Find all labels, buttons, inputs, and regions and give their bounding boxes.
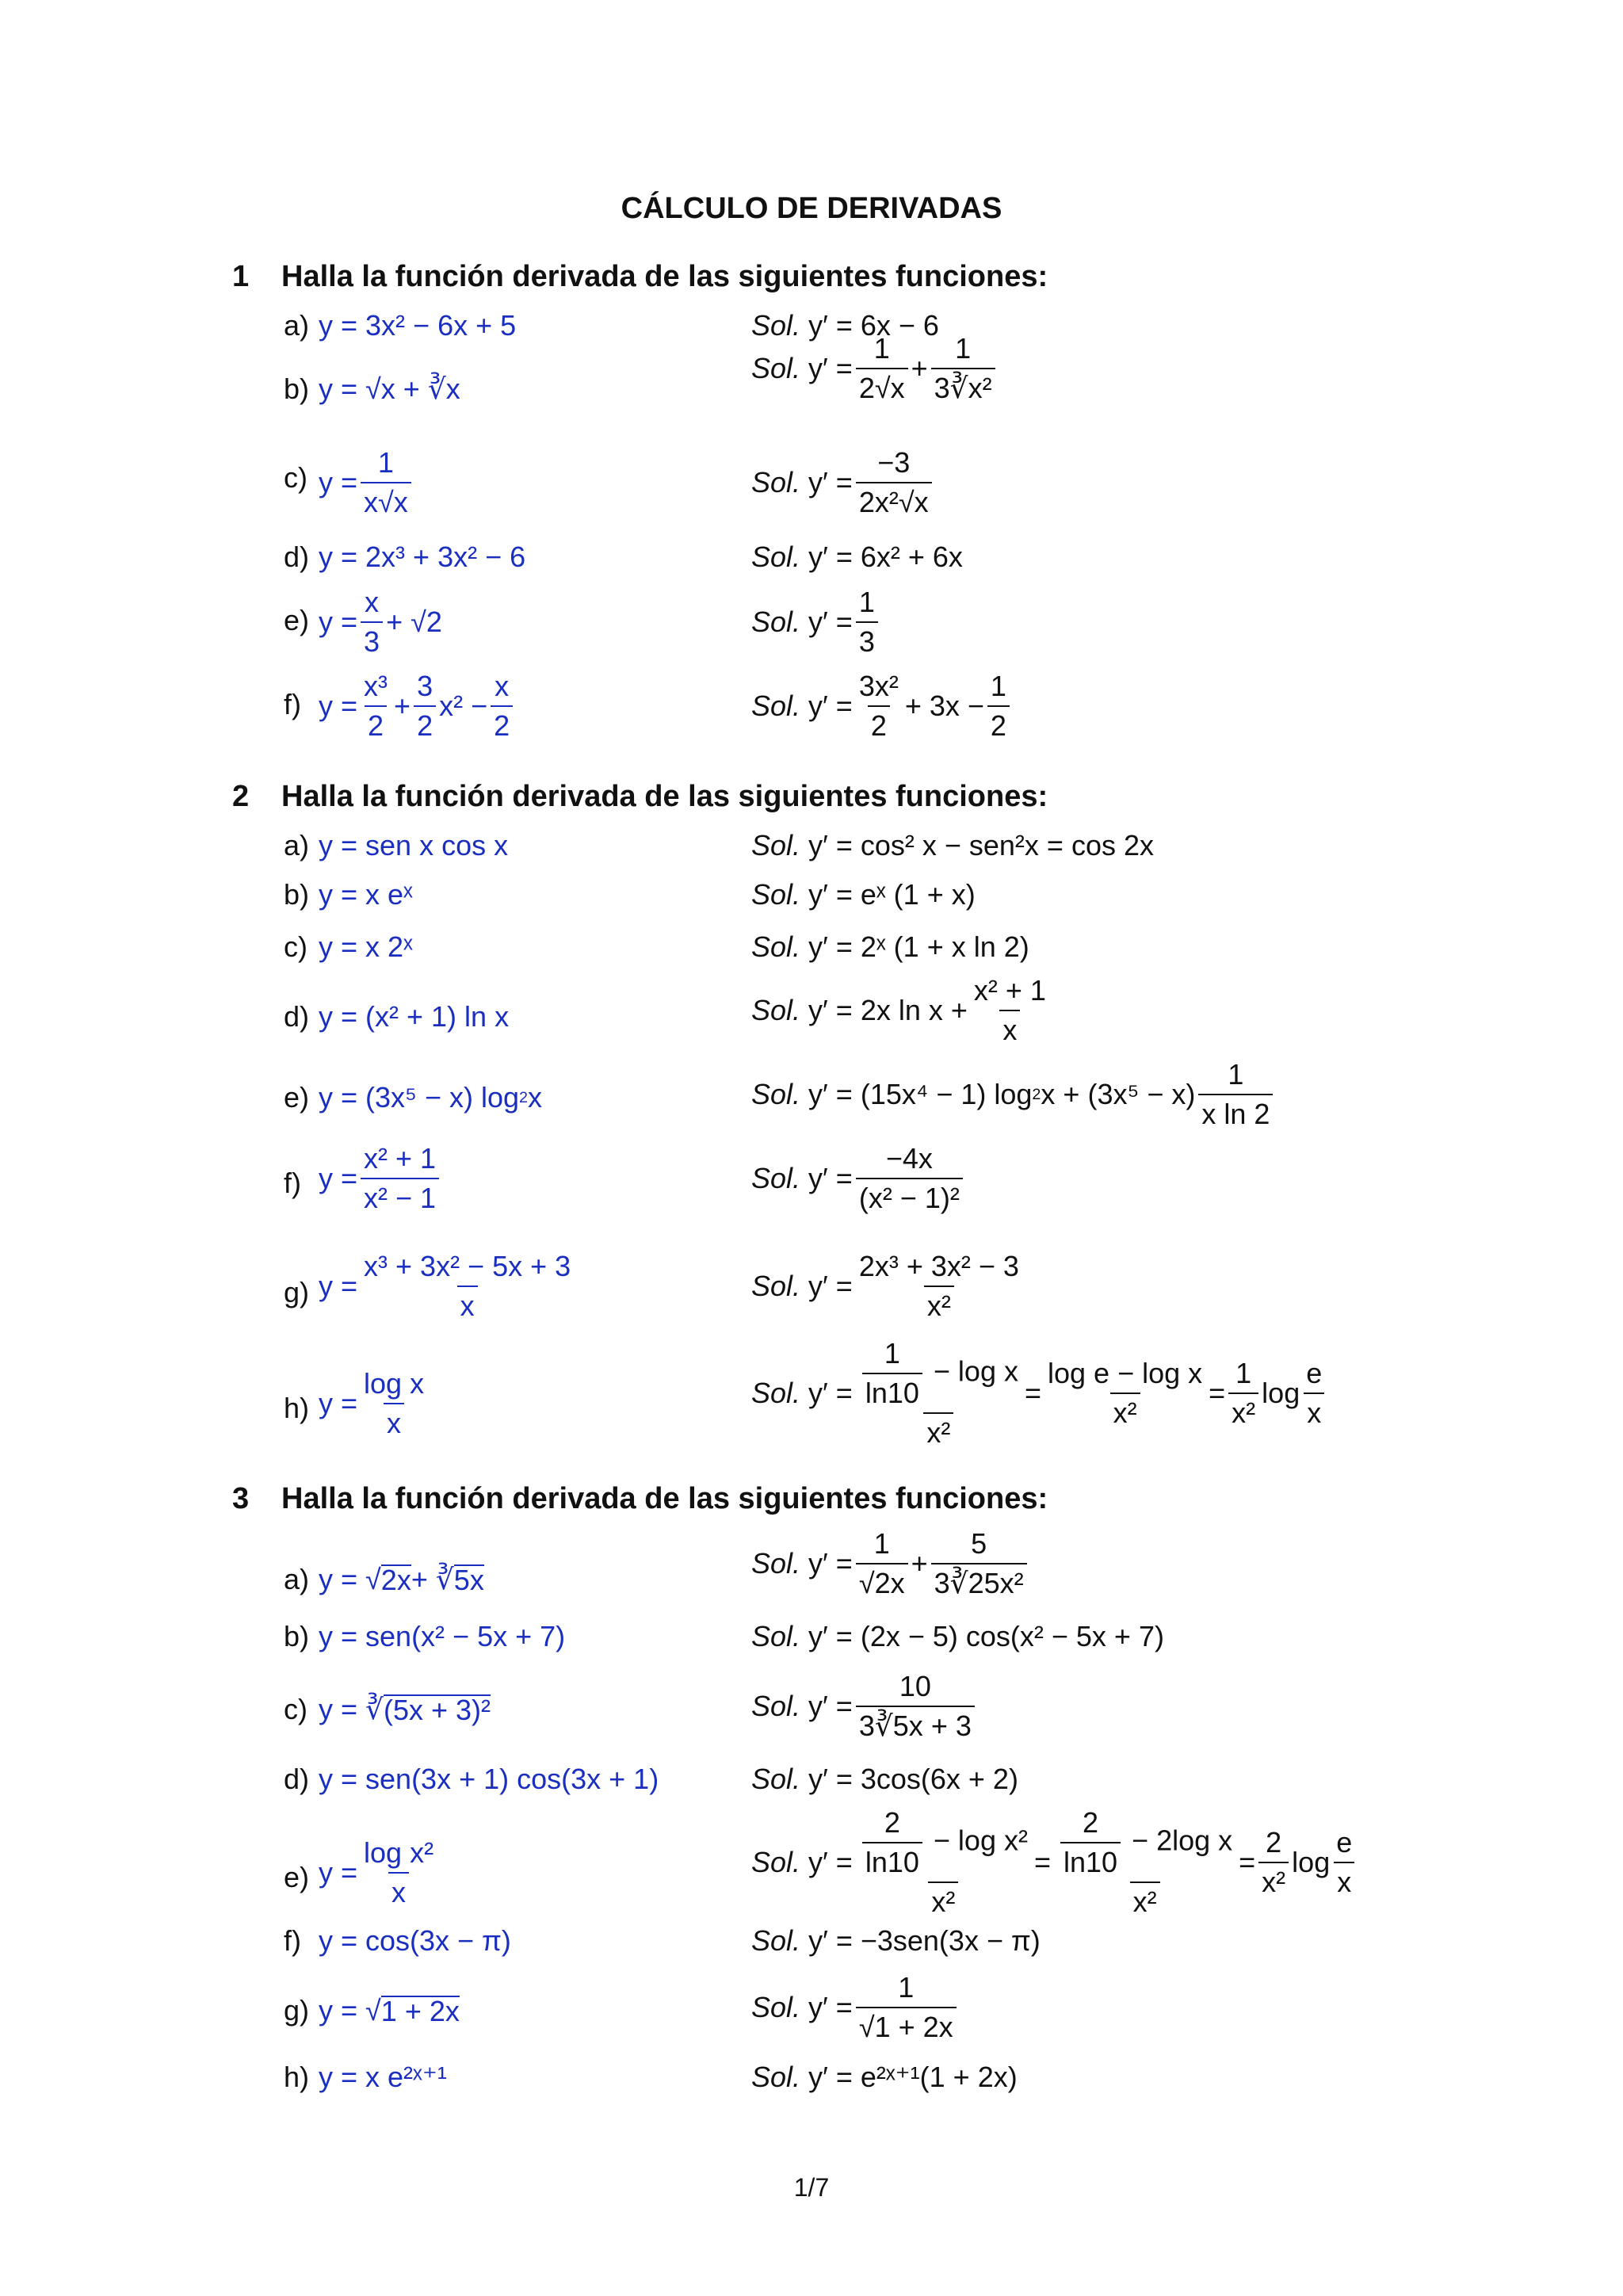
solution: Sol. y′ = $\frac{1}{√1 + 2x}$ xyxy=(751,1973,960,2042)
solution: Sol. y′ = (2x − 5) cos(x² − 5x + 7) xyxy=(751,1620,1164,1652)
label: f) xyxy=(284,688,301,720)
function: y = sen(x² − 5x + 7) xyxy=(319,1620,566,1652)
solution: Sol. y′ = $\frac{2}{\ln 10}$ − log x² x² = $\frac{2}{\ln 10}$ − 2log x x² = $\frac{2}{\text{x²}}$ log $\frac{e}{x}$ xyxy=(751,1809,1358,1916)
solution: Sol. y′ = (15x⁴ − 1) log 2 x + (3x⁵ − x) $\frac{1}{\text{x ln 2}}$ xyxy=(751,1060,1276,1129)
label: b) xyxy=(284,1620,310,1652)
label: c) xyxy=(284,461,307,494)
label: f) xyxy=(284,1167,301,1199)
label: e) xyxy=(284,1861,310,1893)
function: y = (3x⁵ − x) log 2 x xyxy=(319,1081,543,1114)
label: d) xyxy=(284,1763,310,1795)
solution: y′ = 6x − 6 xyxy=(808,309,939,342)
label: h) xyxy=(284,1392,310,1424)
label: b) xyxy=(284,372,310,405)
sol-label: Sol. xyxy=(751,930,801,963)
solution: y′ = −3sen(3x − π) xyxy=(808,1924,1041,1957)
function: y = 2x³ + 3x² − 6 xyxy=(319,541,526,573)
label: f) xyxy=(284,1924,301,1957)
section-1-number: 1 xyxy=(232,260,250,293)
label: g) xyxy=(284,1276,310,1308)
label: h) xyxy=(284,2061,310,2093)
function: y = sen x cos x xyxy=(319,829,509,861)
label: e) xyxy=(284,1081,310,1114)
function: y = $\frac{x}{3}$ + √2 xyxy=(319,586,442,658)
solution: Sol. y′ = $\frac{-3}{\text{2x²√x}}$ xyxy=(751,449,935,517)
function: y = √ 1 + 2x xyxy=(319,1994,460,2027)
sol-label: Sol. xyxy=(751,309,801,342)
function: y = $\frac{\text{log x²}}{x}$ xyxy=(319,1836,434,1908)
sol-label: Sol. xyxy=(751,829,801,861)
sol-label: Sol. xyxy=(751,541,801,573)
function: y = x eˣ xyxy=(319,878,413,911)
page-number: 1/7 xyxy=(793,2173,830,2202)
solution: y′ = 6x² + 6x xyxy=(808,541,963,573)
solution: Sol. y′ = $\frac{1}{3}$ xyxy=(751,588,881,656)
sol-label: Sol. xyxy=(751,1924,801,1957)
section-1-heading: Halla la función derivada de las siguientes funciones: xyxy=(281,260,1048,293)
section-2-number: 2 xyxy=(232,780,250,813)
section-2-heading: Halla la función derivada de las siguientes funciones: xyxy=(281,780,1048,813)
solution: y′ = eˣ (1 + x) xyxy=(808,878,976,911)
function: y = x 2ˣ xyxy=(319,930,413,963)
function: y = (x² + 1) ln x xyxy=(319,1000,510,1033)
label: c) xyxy=(284,1693,307,1725)
label: b) xyxy=(284,878,310,911)
function: y = sen(3x + 1) cos(3x + 1) xyxy=(319,1763,659,1795)
solution: y′ = 3cos(6x + 2) xyxy=(808,1763,1018,1795)
label: e) xyxy=(284,604,310,636)
solution: Sol. y′ = $\frac{\text{3x²}}{2}$ + 3x − $\frac{1}{2}$ xyxy=(751,672,1013,740)
function: y = $\frac{\text{x³}}{2}$ + $\frac{3}{2}$ x² − $\frac{x}{2}$ xyxy=(319,672,516,740)
section-3-number: 3 xyxy=(232,1482,250,1515)
function: y = $\frac{\text{x³ + 3x² − 5x + 3}}{x}$ xyxy=(319,1250,571,1322)
solution: Sol. y′ = $\frac{\text{2x³ + 3x² − 3}}{\text{x²}}$ xyxy=(751,1250,1019,1322)
function: y = √ 2x + ∛ 5x xyxy=(319,1563,484,1596)
section-3-heading: Halla la función derivada de las siguientes funciones: xyxy=(281,1482,1048,1515)
sol-label: Sol. xyxy=(751,2061,801,2093)
solution: Sol. y′ = $\frac{1}{√2x}$ + $\frac{5}{\text{3∛25x²}}$ xyxy=(751,1530,1030,1598)
label: c) xyxy=(284,930,307,963)
solution: Sol. y′ = 2x ln x + $\frac{\text{x² + 1}}{x}$ xyxy=(751,974,1046,1046)
solution: y′ = e²ˣ⁺¹(1 + 2x) xyxy=(808,2061,1018,2093)
solution: Sol. y′ = $\frac{1}{2√x}$ + $\frac{1}{\text{3∛x²}}$ xyxy=(751,334,999,403)
function: y = ∛ (5x + 3)² xyxy=(319,1693,491,1726)
solution: y′ = cos² x − sen²x = cos 2x xyxy=(808,829,1154,861)
label: d) xyxy=(284,1000,310,1033)
page-title: CÁLCULO DE DERIVADAS xyxy=(621,192,1002,225)
function: y = $\frac{1}{x√x}$ xyxy=(319,449,414,517)
function: y = √x + ∛x xyxy=(319,372,460,405)
solution: Sol. y′ = $\frac{10}{3∛5x + 3}$ xyxy=(751,1672,978,1740)
solution: y′ = 2ˣ (1 + x ln 2) xyxy=(808,930,1029,963)
label: a) xyxy=(284,309,310,342)
sol-label: Sol. xyxy=(751,1763,801,1795)
solution: Sol. y′ = $\frac{1}{\ln 10}$ − log x x² = $\frac{\text{log e − log x}}{\text{x²}}$ = $\frac{1}{\text{x²}}$ log $\frac{e}{x}$ xyxy=(751,1339,1328,1447)
function: y = x e²ˣ⁺¹ xyxy=(319,2061,447,2093)
function: y = 3x² − 6x + 5 xyxy=(319,309,517,342)
function: y = $\frac{\text{x² + 1}}{\text{x² − 1}}$ xyxy=(319,1144,442,1213)
function: y = cos(3x − π) xyxy=(319,1924,511,1957)
label: g) xyxy=(284,1994,310,2027)
function: y = $\frac{\text{log x}}{x}$ xyxy=(319,1367,425,1439)
sol-label: Sol. xyxy=(751,878,801,911)
label: a) xyxy=(284,1563,310,1595)
label: d) xyxy=(284,541,310,573)
label: a) xyxy=(284,829,310,861)
solution: Sol. y′ = $\frac{-4x}{\text{(x² − 1)²}}$ xyxy=(751,1144,966,1213)
